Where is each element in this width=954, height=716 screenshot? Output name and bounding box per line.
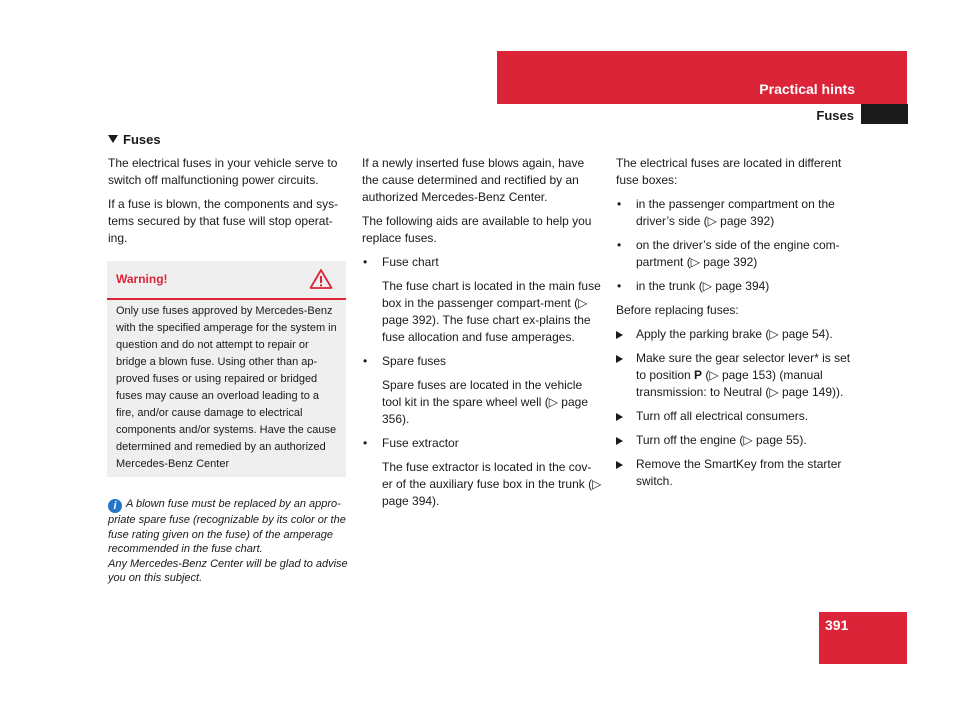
header-title: Practical hints <box>759 81 855 97</box>
section-title-text: Fuses <box>123 132 161 147</box>
triangle-down-icon <box>108 135 118 143</box>
note-text: Any Mercedes-Benz Center will be glad to advise you on this subject. <box>108 557 348 585</box>
arrow-right-icon <box>616 331 623 339</box>
list-item <box>616 278 856 295</box>
section-subtitle: Fuses <box>816 108 854 123</box>
paragraph: The electrical fuses are located in different fuse boxes: <box>616 156 842 187</box>
step-item <box>616 350 856 401</box>
location-text: in the trunk (▷ page 394) <box>636 279 770 293</box>
warning-header <box>107 261 346 300</box>
list-item-title: Fuse chart <box>382 255 439 269</box>
step-text: Turn off all electrical consumers. <box>636 409 809 423</box>
paragraph: If a newly inserted fuse blows again, have the cause determined and rectified by an authorized Mercedes-Benz Center. <box>362 156 585 204</box>
step-item <box>616 326 856 343</box>
paragraph: Before replacing fuses: <box>616 303 739 317</box>
bullet-icon: • <box>617 279 622 293</box>
location-text: on the driver’s side of the engine com-partment (▷ page 392) <box>636 238 840 269</box>
arrow-right-icon <box>616 461 623 469</box>
paragraph: The following aids are available to help you replace fuses. <box>362 214 592 245</box>
list-item-desc: The fuse extractor is located in the cov-er of the auxiliary fuse box in the trunk (▷ page 394). <box>382 460 602 508</box>
list-item-desc: The fuse chart is located in the main fuse box in the passenger compart-ment (▷ page 392). The fuse chart ex-plains the fuse allocation and fuse amperages. <box>382 279 601 344</box>
bullet-icon: • <box>617 238 622 252</box>
paragraph: If a fuse is blown, the components and sys-tems secured by that fuse will stop operat-ing. <box>108 197 339 245</box>
arrow-right-icon <box>616 437 623 445</box>
list-item-title: Spare fuses <box>382 354 447 368</box>
note-text: A blown fuse must be replaced by an appro-priate spare fuse (recognizable by its color or the fuse rating given on the fuse) of the amperage recommended in the fuse chart. <box>108 498 346 556</box>
column-1 <box>108 155 348 254</box>
page-number-box <box>819 612 907 664</box>
list-item <box>616 196 856 230</box>
step-text-pre: Make sure the gear selector lever* is set to position <box>636 351 851 382</box>
bullet-icon: • <box>617 197 622 211</box>
column-3 <box>616 155 856 497</box>
warning-text: Only use fuses approved by Mercedes-Benz with the specified amperage for the system in question and do not attempt to repair or bridge a blown fuse. Using other than ap-proved fuses or using repaired or bridged fuses may cause an overload leading to a fire, and/or cause damage to electrical components and/or systems. Have the cause determined and remedied by an authorized Mercedes-Benz Center <box>116 305 337 470</box>
step-text-post: (▷ page 153) (manual transmission: to Neutral (▷ page 149)). <box>636 368 844 399</box>
warning-triangle-icon <box>309 268 333 290</box>
bullet-icon: • <box>363 436 368 450</box>
arrow-right-icon <box>616 413 623 421</box>
bullet-icon: • <box>363 255 368 269</box>
step-text: Remove the SmartKey from the starter switch. <box>636 457 842 488</box>
list-item <box>362 254 602 271</box>
subtitle-marker <box>861 104 908 124</box>
section-title <box>108 131 161 148</box>
bullet-icon: • <box>363 354 368 368</box>
page-number: 391 <box>825 617 849 633</box>
step-text: Apply the parking brake (▷ page 54). <box>636 327 833 341</box>
step-text: Turn off the engine (▷ page 55). <box>636 433 807 447</box>
list-item-desc: Spare fuses are located in the vehicle tool kit in the spare wheel well (▷ page 356). <box>382 378 589 426</box>
column-2 <box>362 155 602 517</box>
list-item <box>616 237 856 271</box>
step-item <box>616 408 856 425</box>
list-item <box>362 435 602 452</box>
warning-label: Warning! <box>116 272 168 286</box>
step-item <box>616 456 856 490</box>
list-item <box>362 353 602 370</box>
list-item-title: Fuse extractor <box>382 436 459 450</box>
paragraph: The electrical fuses in your vehicle serve to switch off malfunctioning power circuits. <box>108 156 338 187</box>
arrow-right-icon <box>616 355 623 363</box>
info-note <box>108 497 348 586</box>
gear-position: P <box>694 368 703 382</box>
info-icon: i <box>108 499 122 513</box>
location-text: in the passenger compartment on the driver’s side (▷ page 392) <box>636 197 835 228</box>
step-item <box>616 432 856 449</box>
warning-box <box>107 261 346 477</box>
